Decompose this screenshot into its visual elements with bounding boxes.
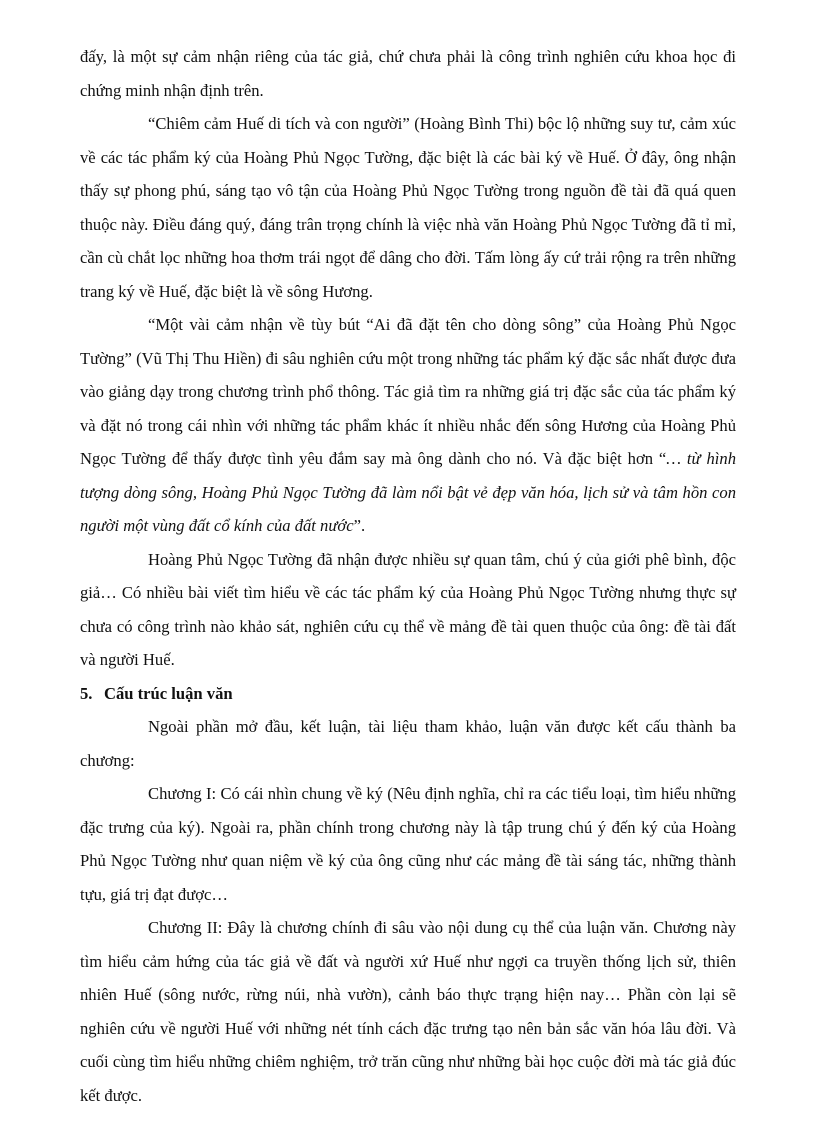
italic-quote: … từ hình tượng dòng sông, Hoàng Phủ Ngọc Tường đã làm nổi bật vẻ đẹp văn hóa, lịch sử và tâm hồn con người một vùng đất cổ kính của đất nước bbox=[80, 449, 736, 535]
section-title: Cấu trúc luận văn bbox=[104, 683, 233, 703]
paragraph-chuong-1: Chương I: Có cái nhìn chung về ký (Nêu định nghĩa, chỉ ra các tiểu loại, tìm hiểu những đặc trưng của ký). Ngoài ra, phần chính trong chương này là tập trung chú ý đến ký của Hoàng Phủ Ngọc Tường như quan niệm về ký của ông cũng như các mảng đề tài sáng tác, những thành tựu, giá trị đạt được… bbox=[80, 784, 736, 904]
paragraph-ket-cau: Ngoài phần mở đầu, kết luận, tài liệu tham khảo, luận văn được kết cấu thành ba chương: bbox=[80, 717, 736, 770]
paragraph-text-start: “Một vài cảm nhận về tùy bút “Ai đã đặt tên cho dòng sông” của Hoàng Phủ Ngọc Tường” (Vũ Thị Thu Hiền) đi sâu nghiên cứu một trong những tác phẩm ký đặc sắc nhất được đưa vào giảng dạy trong chương trình phổ thông. Tác giả tìm ra những giá trị đặc sắc của tác phẩm ký và đặt nó trong cái nhìn với những tác phẩm khác ít nhiều nhắc đến sông Hương của Hoàng Phủ Ngọc Tường để thấy được tình yêu đắm say mà ông dành cho nó. Và đặc biệt hơn “ bbox=[80, 315, 736, 468]
paragraph-quan-tam: Hoàng Phủ Ngọc Tường đã nhận được nhiều sự quan tâm, chú ý của giới phê bình, độc giả… Có nhiều bài viết tìm hiểu về các tác phẩm ký của Hoàng Phủ Ngọc Tường nhưng thực sự chưa có công trình nào khảo sát, nghiên cứu cụ thể về mảng đề tài quen thuộc của ông: đề tài đất và người Huế. bbox=[80, 549, 736, 669]
section-heading bbox=[80, 677, 736, 711]
paragraph-continuation: đấy, là một sự cảm nhận riêng của tác giả, chứ chưa phải là công trình nghiên cứu khoa học đi chứng minh nhận định trên. bbox=[80, 47, 736, 100]
paragraph-chiem-cam-hue: “Chiêm cảm Huế di tích và con người” (Hoàng Bình Thi) bộc lộ những suy tư, cảm xúc về các tác phẩm ký của Hoàng Phủ Ngọc Tường, đặc biệt là các bài ký về Huế. Ở đây, ông nhận thấy sự phong phú, sáng tạo vô tận của Hoàng Phủ Ngọc Tường trong nguồn đề tài đã quá quen thuộc này. Điều đáng quý, đáng trân trọng chính là việc nhà văn Hoàng Phủ Ngọc Tường đã tỉ mỉ, cần cù chắt lọc những hoa thơm trái ngọt để dâng cho đời. Tấm lòng ấy cứ trải rộng ra trên những trang ký về Huế, đặc biệt là về sông Hương. bbox=[80, 114, 736, 301]
paragraph-chuong-2: Chương II: Đây là chương chính đi sâu vào nội dung cụ thể của luận văn. Chương này tìm hiểu cảm hứng của tác giả về đất và người xứ Huế như ngợi ca truyền thống lịch sử, thiên nhiên Huế (sông nước, rừng núi, nhà vườn), cảnh báo thực trạng hiện nay… Phần còn lại sẽ nghiên cứu về người Huế với những nét tính cách đặc trưng tạo nên bản sắc văn hóa lâu đời. Và cuối cùng tìm hiểu những chiêm nghiệm, trở trăn cũng như những bài học cuộc đời mà tác giả đúc kết được. bbox=[80, 918, 736, 1105]
paragraph-ai-da-dat-ten bbox=[80, 308, 736, 543]
paragraph-text-end: ”. bbox=[353, 516, 366, 535]
document-page bbox=[80, 40, 736, 1112]
section-number: 5. bbox=[80, 683, 93, 703]
